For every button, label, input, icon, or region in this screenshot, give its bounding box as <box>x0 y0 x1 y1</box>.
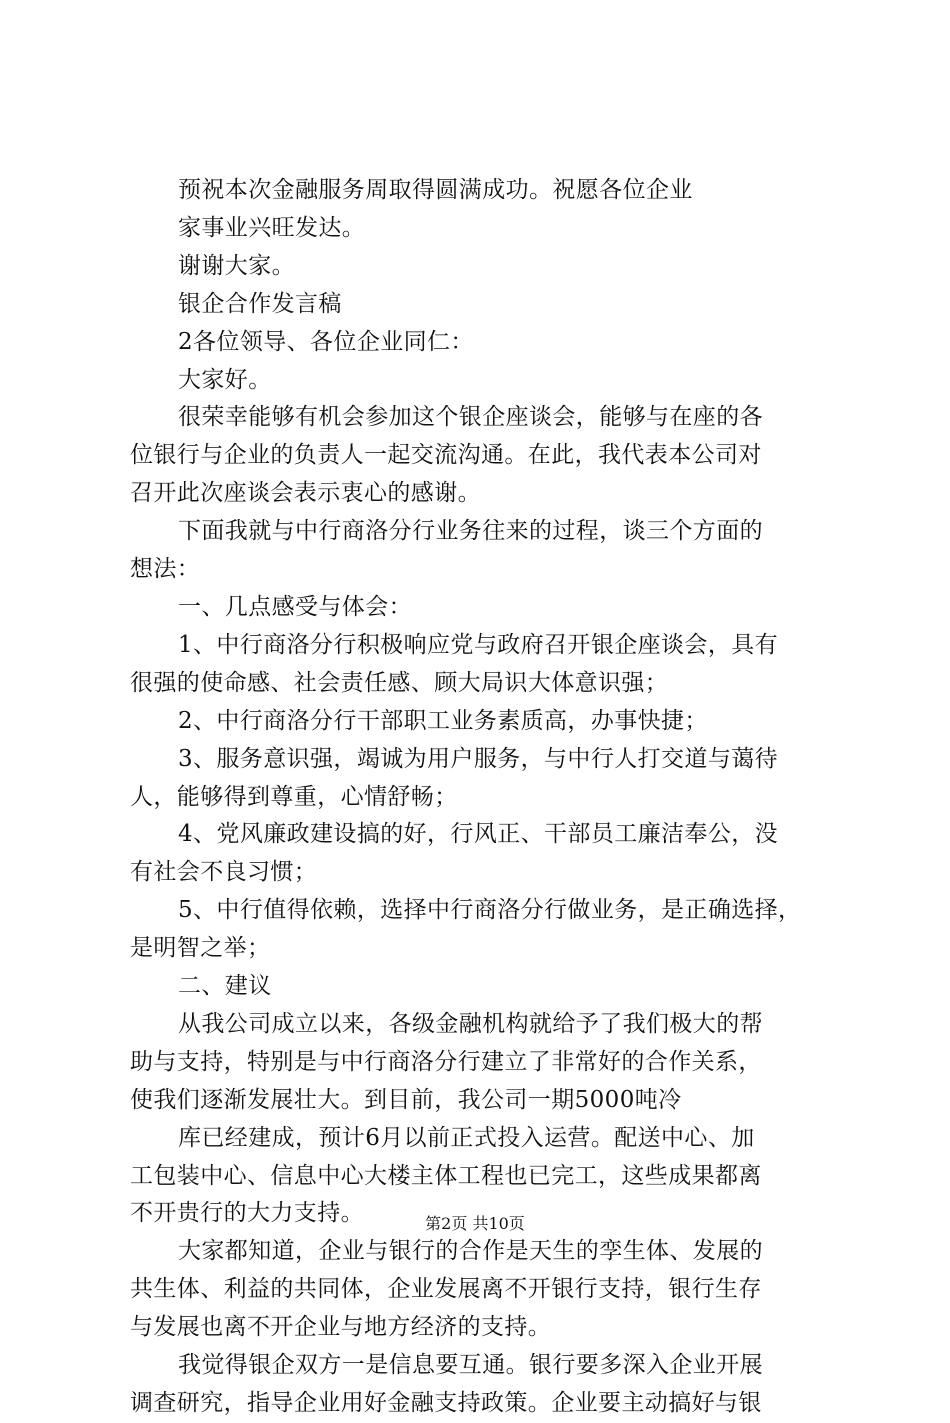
section-heading: 一、几点感受与体会： <box>178 593 412 620</box>
text-line: 工包装中心、信息中心大楼主体工程也已完工，这些成果都离 <box>130 1162 762 1189</box>
speech-title: 银企合作发言稿 <box>178 290 342 317</box>
text-line: 很荣幸能够有机会参加这个银企座谈会，能够与在座的各 <box>178 404 763 431</box>
text-line: 调查研究，指导企业用好金融支持政策。企业要主动搞好与银 <box>130 1390 762 1416</box>
list-item: 3、服务意识强，竭诚为用户服务，与中行人打交道与蔼待 <box>178 745 779 772</box>
text-line: 召开此次座谈会表示衷心的感谢。 <box>130 480 481 507</box>
text-line: 从我公司成立以来，各级金融机构就给予了我们极大的帮 <box>178 1010 763 1037</box>
section-heading: 二、建议 <box>178 973 272 1000</box>
text-line: 共生体、利益的共同体，企业发展离不开银行支持，银行生存 <box>130 1276 762 1303</box>
text-line: 谢谢大家。 <box>178 252 295 279</box>
text-line: 想法： <box>130 556 201 583</box>
text-line: 位银行与企业的负责人一起交流沟通。在此，我代表本公司对 <box>130 442 762 469</box>
text-line: 家事业兴旺发达。 <box>178 214 366 241</box>
text-line: 使我们逐渐发展壮大。到目前，我公司一期5000吨冷 <box>130 1086 682 1113</box>
page-number-footer: 第2页 共10页 <box>425 1214 525 1233</box>
list-item: 4、党风廉政建设搞的好，行风正、干部员工廉洁奉公，没 <box>178 821 779 848</box>
text-line: 不开贵行的大力支持。 <box>130 1200 364 1227</box>
text-line: 我觉得银企双方一是信息要互通。银行要多深入企业开展 <box>178 1352 763 1379</box>
document-body <box>130 172 830 1423</box>
list-item-continuation: 有社会不良习惯； <box>130 859 318 886</box>
text-line: 助与支持，特别是与中行商洛分行建立了非常好的合作关系， <box>130 1048 762 1075</box>
text-line: 下面我就与中行商洛分行业务往来的过程，谈三个方面的 <box>178 518 763 545</box>
text-line: 与发展也离不开企业与地方经济的支持。 <box>130 1314 552 1341</box>
list-item-continuation: 是明智之举； <box>130 935 271 962</box>
list-item-continuation: 很强的使命感、社会责任感、顾大局识大体意识强； <box>130 669 669 696</box>
text-line: 库已经建成，预计6月以前正式投入运营。配送中心、加 <box>178 1124 755 1151</box>
text-line: 预祝本次金融服务周取得圆满成功。祝愿各位企业 <box>178 177 693 203</box>
salutation: 2各位领导、各位企业同仁： <box>178 328 474 355</box>
list-item: 1、中行商洛分行积极响应党与政府召开银企座谈会，具有 <box>178 631 779 658</box>
list-item-continuation: 人，能够得到尊重，心情舒畅； <box>130 783 458 810</box>
list-item: 5、中行值得依赖，选择中行商洛分行做业务，是正确选择， <box>178 897 802 924</box>
greeting: 大家好。 <box>178 366 272 393</box>
list-item: 2、中行商洛分行干部职工业务素质高，办事快捷； <box>178 707 708 734</box>
text-line: 大家都知道，企业与银行的合作是天生的孪生体、发展的 <box>178 1238 763 1265</box>
